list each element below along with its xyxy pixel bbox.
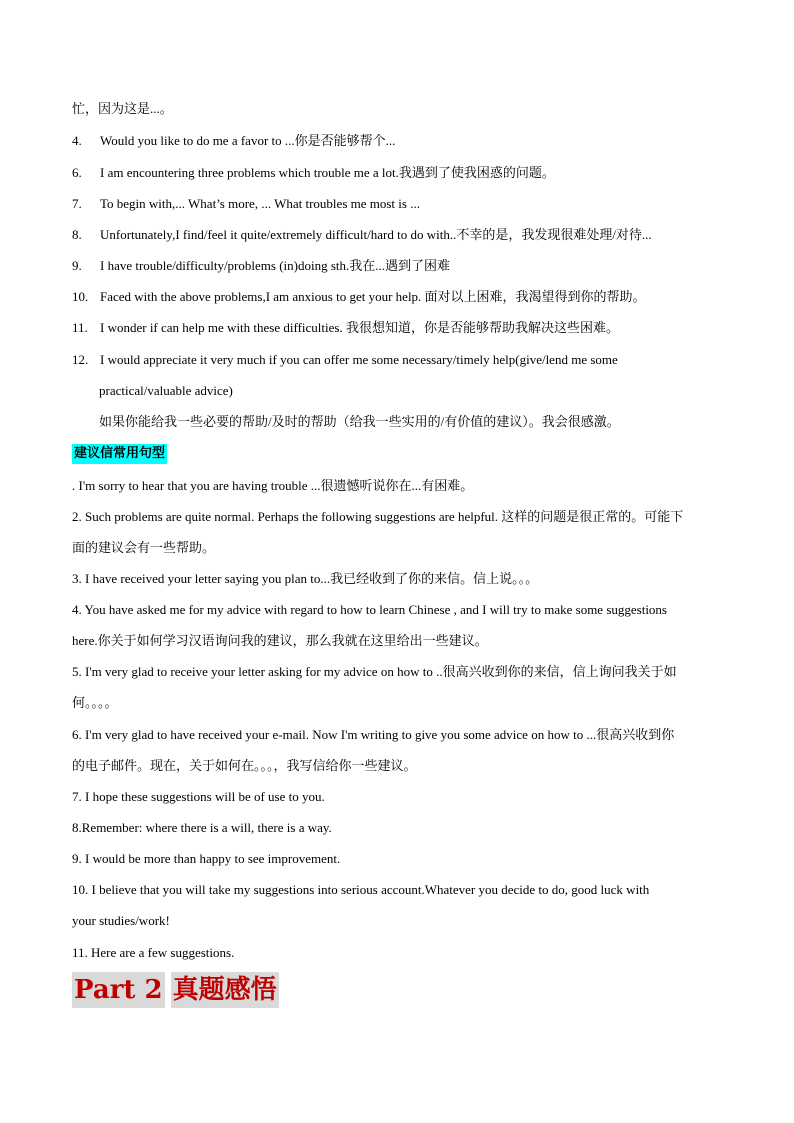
text-line: 7. I hope these suggestions will be of use to you. <box>72 789 325 804</box>
item-number: 10. <box>72 289 89 304</box>
list-item <box>72 319 722 337</box>
text-line: 8.Remember: where there is a will, there is a way. <box>72 820 332 835</box>
list-item <box>72 351 722 369</box>
text-line: 5. I'm very glad to receive your letter asking for my advice on how to ..很高兴收到你的来信，信上询问我关于如 <box>72 664 677 679</box>
text-line: 4. You have asked me for my advice with regard to how to learn Chinese , and I will try to make some suggestions <box>72 602 667 617</box>
item-number: 9. <box>72 258 82 273</box>
list-item <box>72 288 722 306</box>
text-line: 3. I have received your letter saying you plan to...我已经收到了你的来信。信上说。。。 <box>72 571 539 586</box>
text-line: 10. I believe that you will take my suggestions into serious account.Whatever you decide to do, good luck with <box>72 882 650 897</box>
item-text: Would you like to do me a favor to ...你是否能够帮个... <box>100 133 396 148</box>
item-text: I would appreciate it very much if you can offer me some necessary/timely help(give/lend me some <box>100 352 618 367</box>
item-number: 7. <box>72 196 82 211</box>
item-text: I wonder if can help me with these difficulties. 我很想知道，你是否能够帮助我解决这些困难。 <box>100 320 619 335</box>
item-number: 4. <box>72 133 82 148</box>
section-heading: 建议信常用句型 <box>72 444 167 464</box>
item-number: 11. <box>72 320 88 335</box>
part-heading: 真题感悟 <box>171 972 279 1008</box>
item-text: I am encountering three problems which trouble me a lot.我遇到了使我困惑的问题。 <box>100 165 555 180</box>
part-label: Part 2 <box>72 972 165 1008</box>
item-number: 12. <box>72 352 89 367</box>
item-text: To begin with,... What’s more, ... What troubles me most is ... <box>100 196 420 211</box>
text-line: 何。。。。 <box>72 695 118 710</box>
list-item <box>72 164 722 182</box>
item-number: 8. <box>72 227 82 242</box>
text-line: here.你关于如何学习汉语询问我的建议，那么我就在这里给出一些建议。 <box>72 633 488 648</box>
text-line: practical/valuable advice) <box>99 383 233 398</box>
item-text: Faced with the above problems,I am anxious to get your help. 面对以上困难，我渴望得到你的帮助。 <box>100 289 646 304</box>
text-line: your studies/work! <box>72 913 170 928</box>
list-item <box>72 132 722 150</box>
text-line: . I'm sorry to hear that you are having trouble ...很遗憾听说你在...有困难。 <box>72 478 474 493</box>
item-text: Unfortunately,I find/feel it quite/extremely difficult/hard to do with..不幸的是，我发现很难处理/对待... <box>100 227 652 242</box>
text-line: 9. I would be more than happy to see improvement. <box>72 851 341 866</box>
list-item <box>72 257 722 275</box>
item-number: 6. <box>72 165 82 180</box>
text-line: 忙，因为这是...。 <box>72 101 173 116</box>
text-line: 11. Here are a few suggestions. <box>72 945 235 960</box>
item-text: I have trouble/difficulty/problems (in)doing sth.我在...遇到了困难 <box>100 258 450 273</box>
part-title <box>72 972 279 1008</box>
text-line: 的电子邮件。现在，关于如何在。。。，我写信给你一些建议。 <box>72 758 417 773</box>
list-item <box>72 195 722 213</box>
text-line: 2. Such problems are quite normal. Perhaps the following suggestions are helpful. 这样的问题是很正常的。可能下 <box>72 509 684 524</box>
text-line: 面的建议会有一些帮助。 <box>72 540 216 555</box>
text-line: 6. I'm very glad to have received your e-mail. Now I'm writing to give you some advice on how to ...很高兴收到你 <box>72 727 675 742</box>
text-line: 如果你能给我一些必要的帮助/及时的帮助（给我一些实用的/有价值的建议）。我会很感激。 <box>99 414 620 429</box>
list-item <box>72 226 722 244</box>
